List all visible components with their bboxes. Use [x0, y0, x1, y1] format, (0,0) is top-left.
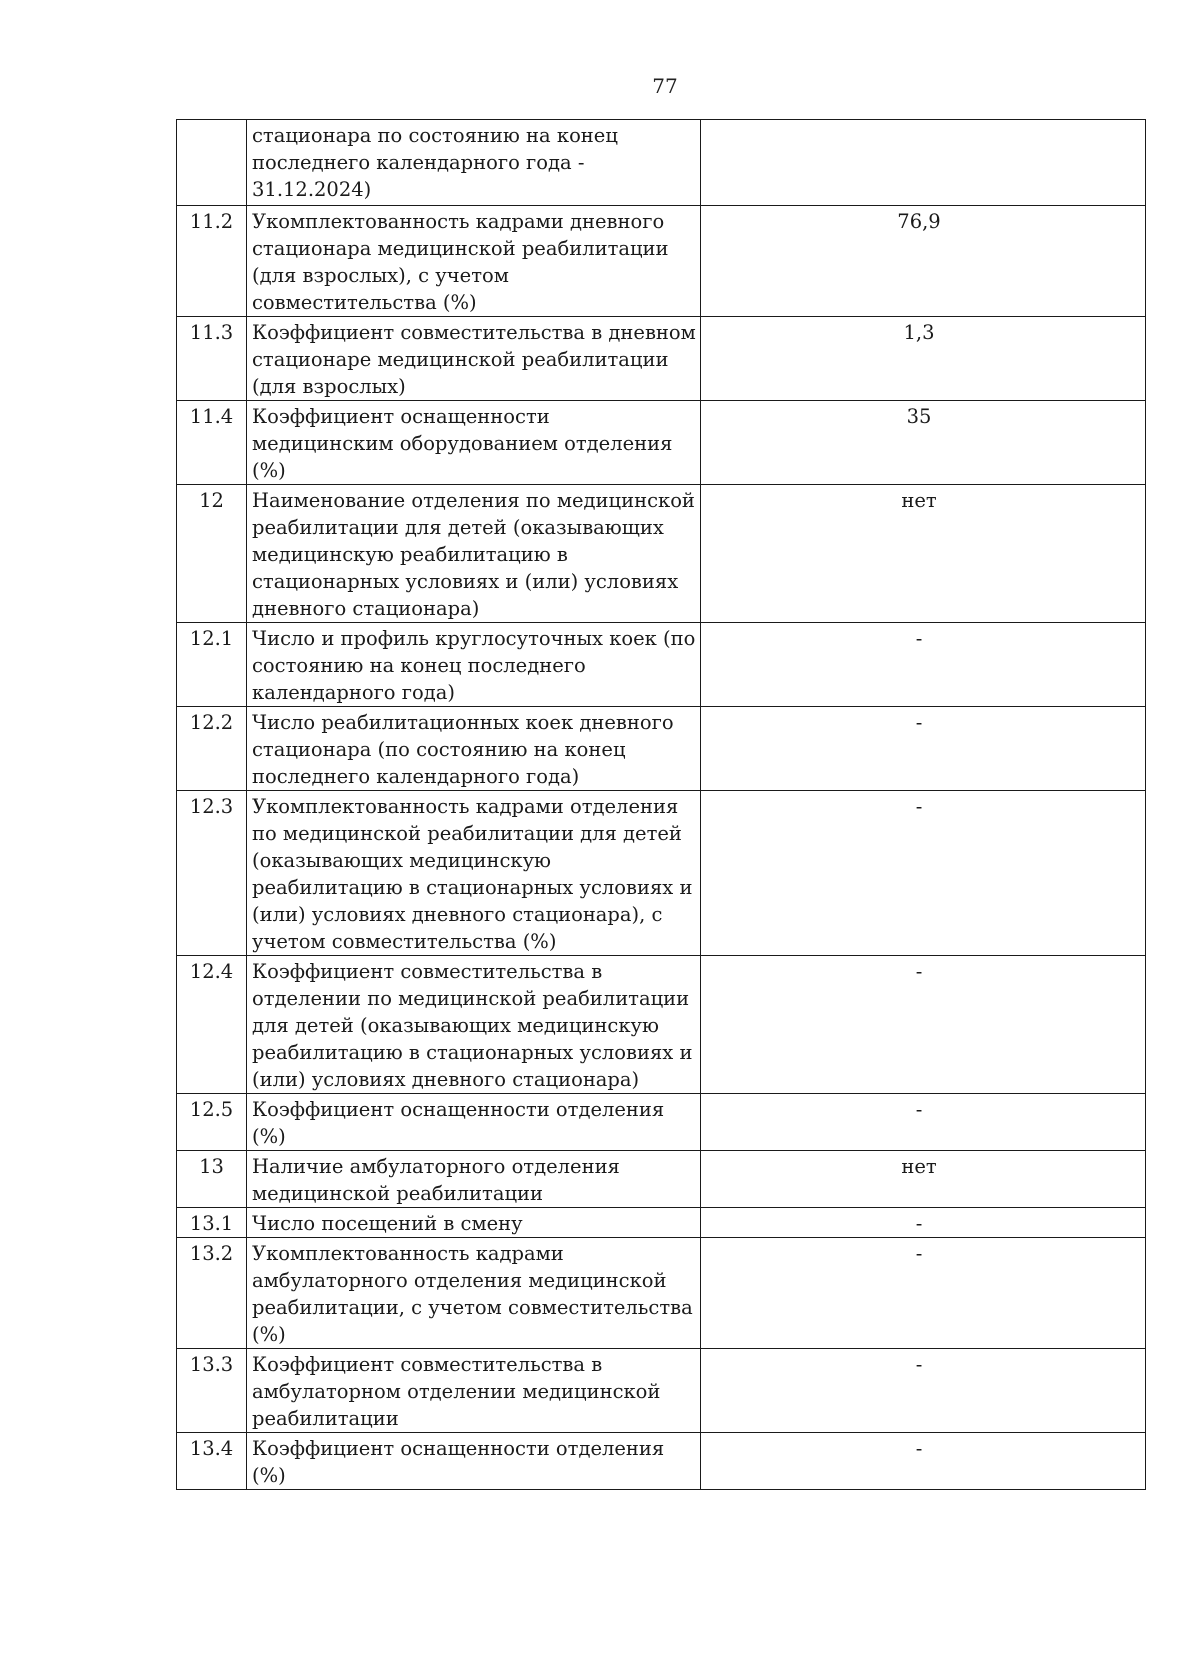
row-number: 13 [177, 1151, 247, 1208]
table-row [177, 401, 1146, 485]
indicator-name: Число реабилитационных коек дневного стационара (по состоянию на конец последнего календарного года) [247, 707, 701, 791]
indicator-value: 35 [701, 401, 1146, 485]
indicator-value: - [701, 791, 1146, 956]
table-row [177, 623, 1146, 707]
table-row [177, 1349, 1146, 1433]
table-row [177, 206, 1146, 317]
table-row [177, 317, 1146, 401]
indicator-name: Укомплектованность кадрами отделения по медицинской реабилитации для детей (оказывающих медицинскую реабилитацию в стационарных условиях и (или) условиях дневного стационара), с учетом совместительства (%) [247, 791, 701, 956]
indicator-name: Число посещений в смену [247, 1208, 701, 1238]
row-number: 12.1 [177, 623, 247, 707]
indicator-value: - [701, 1094, 1146, 1151]
indicator-name: стационара по состоянию на конец последнего календарного года - 31.12.2024) [247, 120, 701, 206]
page-number: 77 [652, 74, 678, 98]
indicator-value: - [701, 1238, 1146, 1349]
row-number: 12.2 [177, 707, 247, 791]
indicator-name: Коэффициент оснащенности медицинским оборудованием отделения (%) [247, 401, 701, 485]
table-row [177, 1433, 1146, 1490]
indicators-table [176, 119, 1146, 1490]
indicator-value: 76,9 [701, 206, 1146, 317]
row-number: 12 [177, 485, 247, 623]
indicator-name: Коэффициент совместительства в отделении по медицинской реабилитации для детей (оказывающих медицинскую реабилитацию в стационарных условиях и (или) условиях дневного стационара) [247, 956, 701, 1094]
row-number: 11.3 [177, 317, 247, 401]
indicator-value: - [701, 1208, 1146, 1238]
row-number: 13.1 [177, 1208, 247, 1238]
indicator-name: Коэффициент совместительства в дневном стационаре медицинской реабилитации (для взрослых) [247, 317, 701, 401]
row-number: 12.4 [177, 956, 247, 1094]
row-number: 13.4 [177, 1433, 247, 1490]
indicator-name: Число и профиль круглосуточных коек (по состоянию на конец последнего календарного года) [247, 623, 701, 707]
indicator-value: - [701, 1433, 1146, 1490]
row-number: 13.3 [177, 1349, 247, 1433]
indicator-name: Наименование отделения по медицинской реабилитации для детей (оказывающих медицинскую реабилитацию в стационарных условиях и (или) условиях дневного стационара) [247, 485, 701, 623]
table-row [177, 1151, 1146, 1208]
indicator-name: Коэффициент оснащенности отделения (%) [247, 1433, 701, 1490]
indicator-value: - [701, 707, 1146, 791]
row-number: 13.2 [177, 1238, 247, 1349]
table-row [177, 120, 1146, 206]
row-number: 12.3 [177, 791, 247, 956]
indicator-name: Укомплектованность кадрами дневного стационара медицинской реабилитации (для взрослых), с учетом совместительства (%) [247, 206, 701, 317]
table-row [177, 1094, 1146, 1151]
table-row [177, 485, 1146, 623]
indicator-name: Коэффициент оснащенности отделения (%) [247, 1094, 701, 1151]
row-number [177, 120, 247, 206]
indicator-value: нет [701, 485, 1146, 623]
indicator-value: - [701, 956, 1146, 1094]
indicator-value: 1,3 [701, 317, 1146, 401]
indicator-value: - [701, 1349, 1146, 1433]
indicator-name: Наличие амбулаторного отделения медицинской реабилитации [247, 1151, 701, 1208]
table-row [177, 1208, 1146, 1238]
table-row [177, 1238, 1146, 1349]
indicator-value: - [701, 623, 1146, 707]
row-number: 11.2 [177, 206, 247, 317]
row-number: 12.5 [177, 1094, 247, 1151]
table-row [177, 707, 1146, 791]
indicator-name: Укомплектованность кадрами амбулаторного отделения медицинской реабилитации, с учетом совместительства (%) [247, 1238, 701, 1349]
row-number: 11.4 [177, 401, 247, 485]
table-row [177, 956, 1146, 1094]
indicator-name: Коэффициент совместительства в амбулаторном отделении медицинской реабилитации [247, 1349, 701, 1433]
indicator-value [701, 120, 1146, 206]
table-row [177, 791, 1146, 956]
indicator-value: нет [701, 1151, 1146, 1208]
